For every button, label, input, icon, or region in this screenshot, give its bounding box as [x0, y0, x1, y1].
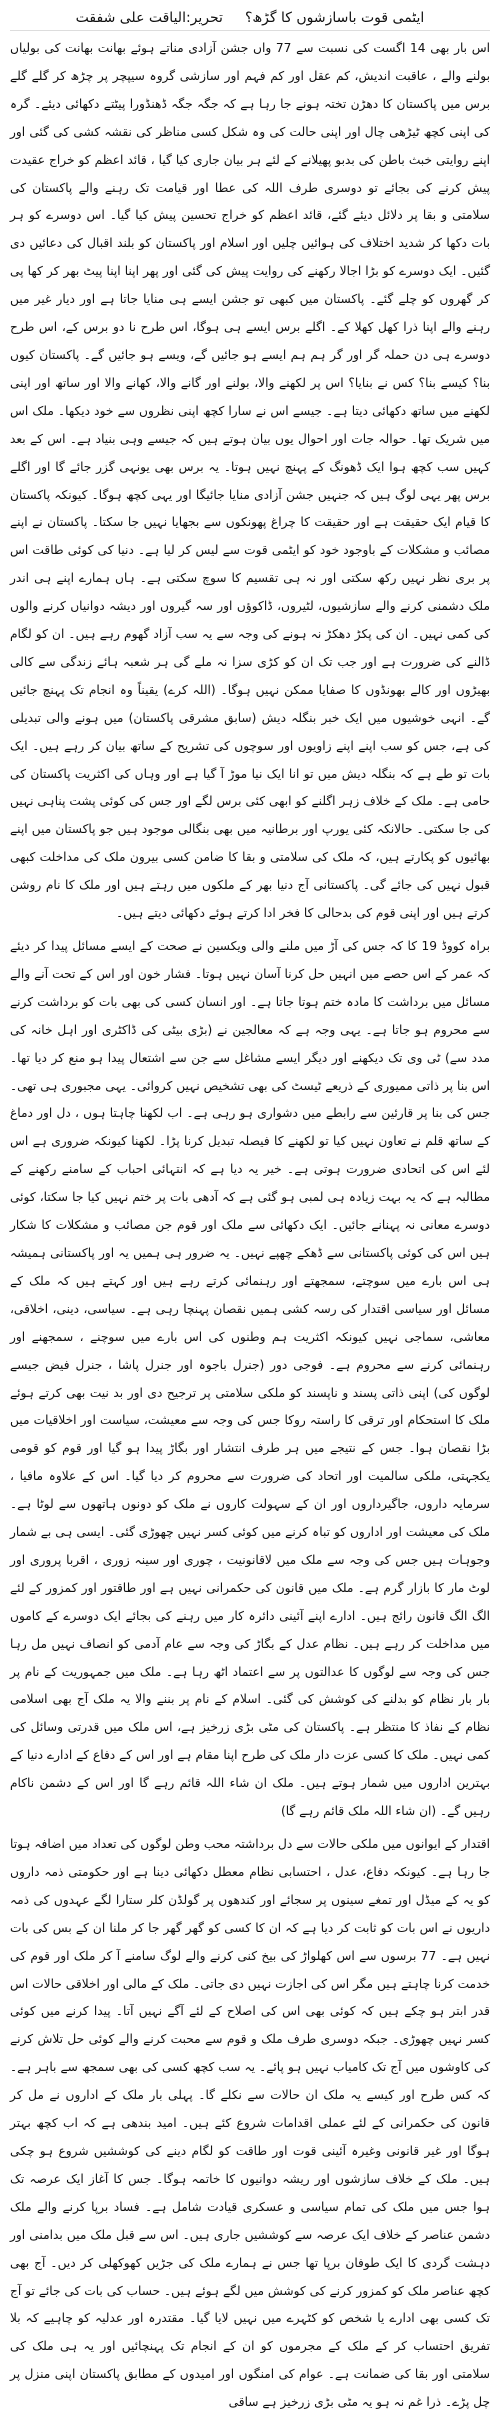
article-paragraph: اس بار بھی 14 اگست کی نسبت سے 77 واں جشن آزادی مناتے ہوئے بھانت بھانت کی بولیاں بولنے والے ، عاقبت اندیش، کم عقل اور کم فہم اور سازشی گروہ سیپچر پر چڑھ کر گلے گلے برس میں پاکستان کا دھڑن تختہ ہونے جا رہا ہے کہ جگہ جگہ ڈھنڈورا پیٹتے دکھائی دیئے۔ گرہ کی اپنی کچھ ٹیڑھی چال اور اپنی حالت کی وہ شکل کسی مناظر کی نقشہ کشی کی گئی اور اپنے روایتی خبث باطن کی بدبو پھیلانے کے لئے ہر بیان جاری کیا گیا ، قائد اعظم کو خراج عقیدت پیش کرنے کی بجائے تو دوسری طرف اللہ کی عطا اور قیامت تک رہنے والے پاکستان کی سلامتی و بقا پر دلائل دیئے گئے، قائد اعظم کو خراج تحسین پیش کیا گیا۔ اس دوسرے کو ہر بات دکھا کر شدید اختلاف کی ہوائیں چلیں اور اسلام اور پاکستان کو بلند اقبال کی دعائیں دی گئیں۔ ایک دوسرے کو بڑا اجالا رکھنے کی روایت پیش کی گئی اور پھر اپنا اپنا پیٹ بھر کر کھا پی کر گھروں کو چلے گئے۔ پاکستان میں کبھی تو جشن ایسے ہی منایا جاتا ہے اور دیار غیر میں رہنے والے اپنا ذرا کھل کھلا کے۔ اگلے برس ایسے ہی ہوگا، اس طرح نا دو برس کے، اس طرح دوسرے ہی دن حملہ گر اور گر ہم ہم ایسے ہو جائیں گے، ویسے ہو جائیں گے۔ پاکستان کیوں بنا؟ کیسے بنا؟ کس نے بنایا؟ اس پر لکھنے والا، بولنے اور گانے والا، کھانے والا اور ساتھ اور اپنی لکھنے میں ساتھ دکھائی دیتا ہے۔ جیسے اس نے سارا کچھ اپنی نظروں سے خود دیکھا۔ ملک اس میں شریک تھا۔ حوالہ جات اور احوال یوں بیان ہوتے ہیں کہ جیسے وہی بنیاد ہے۔ اس کے بعد کہیں سب کچھ ہوا ایک ڈھونگ کے پہنچ نہیں ہوتا۔ یہ برس بھی یونہی گزر جائے گا اور اگلے برس پھر یہی لوگ ہیں کہ جنہیں جشن آزادی منایا جائیگا اور یہی کچھ ہوگا۔ کیونکہ پاکستان کا قیام ایک حقیقت ہے اور حقیقت کا چراغ پھونکوں سے بجھایا نہیں جا سکتا۔ پاکستان نے اپنے مصائب و مشکلات کے باوجود خود کو ایٹمی قوت سے لیس کر لیا ہے۔ دنیا کی کوئی طاقت اس پر بری نظر نہیں رکھ سکتی اور نہ ہی تقسیم کا سوچ سکتی ہے۔ ہاں ہمارے اپنے ہی اندر ملک دشمنی کرنے والے سازشیوں، لٹیروں، ڈاکوؤں اور سہ گیروں اور دیشہ دوانیاں کرنے والوں کی کمی نہیں۔ ان کی پکڑ دھکڑ نہ ہونے کی وجہ سے یہ سب آزاد گھوم رہے ہیں۔ ان کو لگام ڈالنے کی ضرورت ہے اور جب تک ان کو کڑی سزا نہ ملے گی ہر شعبہ ہائے زندگی سے کالی بھیڑوں اور کالے بھونڈوں کا صفایا ممکن نہیں ہوگا۔ (اللہ کرے) یقیناً وہ انجام تک پہنچ جائیں گے۔ انہی خوشیوں میں ایک خبر بنگلہ دیش (سابق مشرقی پاکستان) میں ہونے والی تبدیلی کی ہے، جس کو سب اپنے اپنے زاویوں اور سوچوں کی تشریح کے ساتھ بیان کر رہے ہیں۔ ایک بات تو طے ہے کہ بنگلہ دیش میں تو انا ایک نیا موڑ آ گیا ہے اور وہاں کی اکثریت پاکستان کی حامی ہے۔ ملک کے خلاف زہر اگلنے کو ابھی کئی برس لگے اور جس کی کوئی پشت پناہی نہیں کی جا سکتی۔ حالانکہ کئی یورپ اور برطانیہ میں بھی بنگالی موجود ہیں جو پاکستان میں اپنے بھائیوں کو پکارتے ہیں، کہ ملک کی سلامتی و بقا کا ضامن کسی بیرون ملک کی مداخلت کبھی قبول نہیں کی جائے گی۔ پاکستانی آج دنیا بھر کے ملکوں میں رہتے ہیں اور ملک کا نام روشن کرتے ہیں اور اپنی قوم کی بدحالی کا فخر ادا کرتے ہوئے دکھائی دیتے ہیں۔ — [10, 41, 491, 921]
article-title: ایٹمی قوت باسازشوں کا گڑھ؟ — [244, 10, 425, 26]
article-paragraph: براہ کووڈ 19 کا کہ جس کی آڑ میں ملنے والی ویکسین نے صحت کے ایسے مسائل پیدا کر دیئے کہ عمر کے اس حصے میں انہیں حل کرنا آسان نہیں ہوتا۔ فشار خون اور اس کے تحت آنے والے مسائل میں برداشت کا مادہ ختم ہوتا جاتا ہے۔ اور انسان کسی کی بھی بات کو برداشت کرنے سے محروم ہو جاتا ہے۔ یہی وجہ ہے کہ معالجین نے (بڑی بیٹی کی ڈاکٹری اور اہل خانہ کی مدد سے) ٹی وی تک دیکھنے اور دیگر ایسے مشاغل سے جن سے اشتعال پیدا ہو منع کر دیا تھا۔ اس بنا پر ذاتی ممیوری کے ذریعے ٹیسٹ کی بھی تشخیص نہیں کروائی۔ یہی مجبوری ہی تھی۔ جس کی بنا پر قارئین سے رابطے میں دشواری ہو رہی ہے۔ اب لکھنا چاہتا ہوں ، دل اور دماغ کے ساتھ قلم نے تعاون نہیں کیا تو لکھنے کا فیصلہ تبدیل کرنا پڑا۔ لکھنا کیونکہ ضروری ہے اس لئے اس کی اتحادی ضرورت ہوتی ہے۔ خیر یہ دیا ہے کہ انتہائی احباب کے سامنے رکھنے کے مطالبہ ہے کہ یہ بہت زیادہ ہی لمبی ہو گئی ہے کہ آدھی بات پر ختم نہیں کیا جا سکتا، کوئی دوسرے معانی نہ پہنانے جائیں۔ ایک دکھائی سے ملک اور قوم جن مصائب و مشکلات کا شکار ہیں اس کی کوئی پاکستانی سے ڈھکے چھپے نہیں۔ یہ ضرور ہی ہمیں یہ اور پاکستانی ہمیشہ ہی اس بارے میں سوچتے، سمجھتے اور رہنمائی کرتے رہے ہیں اور کہتے ہیں کہ ملک کے مسائل اور سیاسی اقتدار کی رسہ کشی ہمیں نقصان پہنچا رہی ہے۔ سیاسی، دینی، اخلاقی، معاشی، سماجی نہیں کیونکہ اکثریت ہم وطنوں کی اس بارے میں سوچنے ، سمجھنے اور رہنمائی کرنے سے محروم ہے۔ فوجی دور (جنرل باجوہ اور جنرل پاشا ، جنرل فیض جیسے لوگوں کی) اپنی ذاتی پسند و ناپسند کو ملکی سلامتی پر ترجیح دی اور بد نیت بھی کرتے ہوئے ملک کا استحکام اور ترقی کا راستہ روکا جس کی وجہ سے معیشت، سیاست اور اخلاقیات میں بڑا نقصان ہوا۔ جس کے نتیجے میں ہر طرف انتشار اور بگاڑ پیدا ہو گیا اور قوم کو قومی یکجہتی، ملکی سالمیت اور اتحاد کی ضرورت سے محروم کر دیا گیا۔ اس کے علاوہ مافیا ، سرمایہ داروں، جاگیرداروں اور ان کے سہولت کاروں نے ملک کو دونوں ہاتھوں سے لوٹا ہے۔ ملک کی معیشت اور اداروں کو تباہ کرنے میں کوئی کسر نہیں چھوڑی گئی۔ ایسی ہی بے شمار وجوہات ہیں جس کی وجہ سے ملک میں لاقانونیت ، چوری اور سینہ زوری ، اقربا پروری اور لوٹ مار کا بازار گرم ہے۔ ملک میں قانون کی حکمرانی نہیں ہے اور طاقتور اور کمزور کے لئے الگ الگ قانون رائج ہیں۔ ادارے اپنے آئینی دائرہ کار میں رہنے کی بجائے ایک دوسرے کے کاموں میں مداخلت کر رہے ہیں۔ نظام عدل کے بگاڑ کی وجہ سے عام آدمی کو انصاف نہیں مل رہا جس کی وجہ سے لوگوں کا عدالتوں پر سے اعتماد اٹھ رہا ہے۔ ملک میں جمہوریت کے نام پر بار بار نظام کو بدلنے کی کوشش کی گئی۔ اسلام کے نام پر بننے والا یہ ملک آج بھی اسلامی نظام کے نفاذ کا منتظر ہے۔ پاکستان کی مٹی بڑی زرخیز ہے، اس ملک میں قدرتی وسائل کی کمی نہیں۔ ملک کا کسی عزت دار ملک کی طرح اپنا مقام ہے اور اس کے دفاع کے ادارے دنیا کے بہترین اداروں میں شمار ہوتے ہیں۔ ملک ان شاء اللہ قائم رہے گا اور اس کے دشمن ناکام رہیں گے۔ (ان شاء اللہ ملک قائم رہے گا) — [10, 939, 490, 1819]
article-body — [10, 35, 490, 2417]
article-paragraph: اقتدار کے ایوانوں میں ملکی حالات سے دل برداشتہ محب وطن لوگوں کی تعداد میں اضافہ ہوتا جا رہا ہے۔ کیونکہ دفاع، عدل ، احتسابی نظام معطل دکھائی دینا ہے اور حکومتی ذمہ داروں کو یہ کے میڈل اور تمغے سینوں پر سجائے اور کندھوں پر گولڈن کلر ستارا لگے عہدوں کی ذمہ داریوں نے اس بات کو ثابت کر دیا ہے کہ ان کا کسی کو گھر گھر جا کر ملنا ان کے بس کی بات نہیں ہے۔ 77 برسوں سے اس کھلواڑ کی بیخ کنی کرنے والے لوگ سامنے آ کر ملک اور قوم کی خدمت کرنا چاہتے ہیں مگر اس کی اجازت نہیں دی جاتی۔ ملک کے مالی اور اخلاقی حالات اس قدر ابتر ہو چکے ہیں کہ کوئی بھی اس کی اصلاح کے لئے آگے نہیں آتا۔ پیدا کرنے میں کوئی کسر نہیں چھوڑی۔ جبکہ دوسری طرف ملک و قوم سے محبت کرنے والے کوئی حل تلاش کرنے کی کاوشوں میں آج تک کامیاب نہیں ہو پائے۔ یہ سب کچھ کسی کی بھی سمجھ سے باہر ہے۔ کہ کس طرح اور کیسے یہ ملک ان حالات سے نکلے گا۔ پہلی بار ملک کے اداروں نے مل کر قانون کی حکمرانی کے لئے عملی اقدامات شروع کئے ہیں۔ امید بندھی ہے کہ اب کچھ بہتر ہوگا اور غیر قانونی وغیرہ آئینی قوت اور طاقت کو لگام دینے کی کوششیں شروع ہو چکی ہیں۔ ملک کے خلاف سازشوں اور ریشہ دوانیوں کا خاتمہ ہوگا۔ جس کا آغاز ایک عرصہ تک ہوا جس میں ملک کی تمام سیاسی و عسکری قیادت شامل ہے۔ فساد برپا کرنے والے ملک دشمن عناصر کے خلاف ایک عرصہ سے کوششیں جاری ہیں۔ اس سے قبل ملک میں بدامنی اور دہشت گردی کا ایک طوفان برپا تھا جس نے ہمارے ملک کی جڑیں کھوکھلی کر دیں۔ آج بھی کچھ عناصر ملک کو کمزور کرنے کی کوشش میں لگے ہوئے ہیں۔ حساب کی بات کی جائے تو آج تک کسی بھی ادارے یا شخص کو کٹہرے میں نہیں لایا گیا۔ مقتدرہ اور عدلیہ کو چاہیے کہ بلا تفریق احتساب کر کے ملک کے مجرموں کو ان کے انجام تک پہنچائیں اور یہ ہی ملک کی سلامتی اور بقا کی ضمانت ہے۔ عوام کی امنگوں اور امیدوں کے مطابق پاکستان اپنی منزل پر چل پڑے۔ ذرا غم نہ ہو یہ مٹی بڑی زرخیز ہے ساقی — [10, 1837, 490, 2410]
article-byline: تحریر:الیاقت علی شفقت — [75, 10, 223, 26]
article-header — [10, 6, 490, 31]
